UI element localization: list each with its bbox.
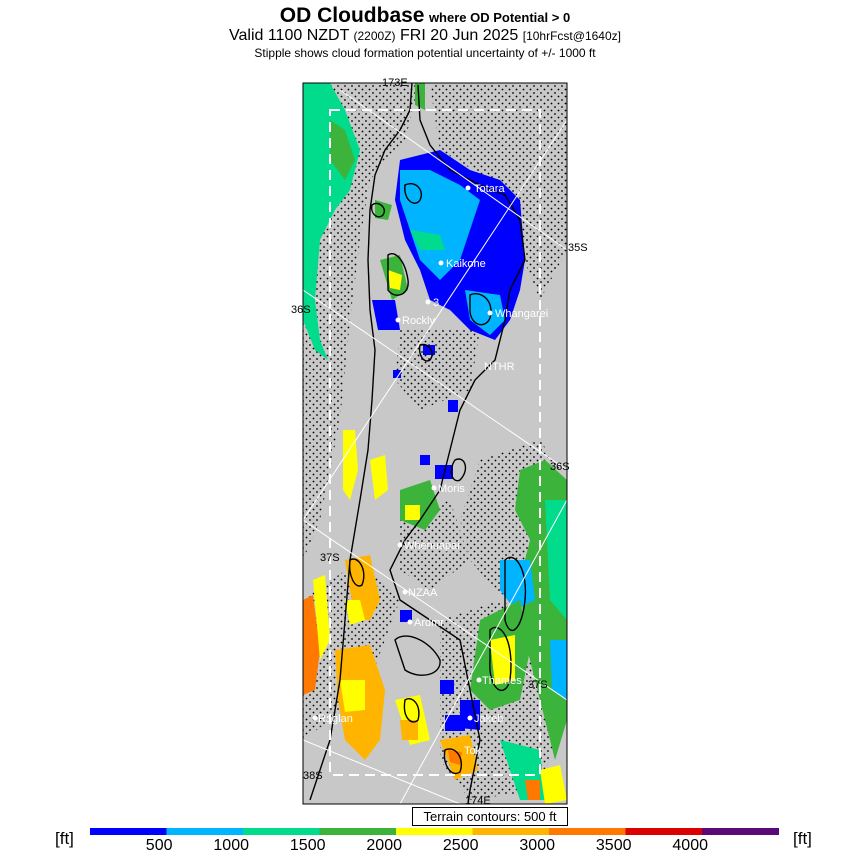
colorbar-tick-label: 3000: [519, 837, 555, 854]
colorbar-tick-label: 1000: [213, 837, 249, 854]
colorbar-tick-label: 2000: [366, 837, 402, 854]
place-label-whangarei: Whangarei: [495, 308, 549, 320]
colorbar-segment: [396, 828, 473, 835]
colorbar-segment: [549, 828, 626, 835]
grid-label: 37S: [528, 679, 548, 691]
title-suffix: where OD Potential > 0: [428, 10, 571, 25]
colorbar-segment: [90, 828, 167, 835]
colorbar-segment: [702, 828, 779, 835]
place-label-rockly: Rockly: [402, 315, 436, 327]
fcst-info: [10hrFcst@1640z]: [522, 29, 621, 43]
colorbar-tick-label: 4000: [672, 837, 708, 854]
valid-date: FRI 20 Jun 2025: [400, 27, 519, 44]
place-label-nzaa: NZAA: [408, 587, 438, 599]
valid-main: Valid 1100 NZDT: [229, 27, 350, 44]
colorbar-segment: [473, 828, 550, 835]
place-label-raglan: Raglan: [318, 713, 353, 725]
place-label-ardmr: Ardmr: [414, 617, 444, 629]
colorbar: [90, 828, 779, 835]
place-label-jakeb: Jakeb: [474, 713, 504, 725]
colorbar-segment: [320, 828, 397, 835]
title-main: OD Cloudbase: [279, 4, 425, 27]
grid-label: 36S: [291, 304, 311, 316]
place-label-nthr: NTHR: [484, 361, 515, 373]
colorbar-tick-label: 3500: [595, 837, 632, 854]
grid-label: 38S: [303, 770, 323, 782]
stipple-note: Stipple shows cloud formation potential uncertainty of +/- 1000 ft: [254, 46, 596, 60]
grid-label: 173E: [382, 77, 408, 89]
terrain-contours-note: Terrain contours: 500 ft: [412, 807, 568, 826]
colorbar-tick-label: 500: [145, 837, 173, 854]
colorbar-segment: [243, 828, 320, 835]
valid-utc: (2200Z): [353, 29, 396, 43]
grid-label: 35S: [568, 242, 588, 254]
grid-label: 36S: [550, 461, 570, 473]
colorbar-unit-right: [ft]: [793, 829, 812, 848]
colorbar-segment: [626, 828, 703, 835]
colorbar-tick-label: 1500: [289, 837, 326, 854]
place-label-whenuapai: Whenuapai: [404, 540, 460, 552]
grid-label: 174E: [465, 795, 491, 807]
place-label-three: 3: [433, 297, 440, 309]
place-label-tokoroa: Tok: [464, 745, 482, 757]
place-label-thames: Thames: [482, 675, 522, 687]
colorbar-segment: [167, 828, 244, 835]
place-label-moris: Moris: [438, 483, 465, 495]
place-label-kaikohe: Kaikohe: [446, 258, 486, 270]
grid-label: 37S: [320, 552, 340, 564]
colorbar-tick-label: 2500: [442, 837, 479, 854]
place-label-totara: Totara: [474, 183, 505, 195]
colorbar-unit-left: [ft]: [55, 829, 74, 848]
